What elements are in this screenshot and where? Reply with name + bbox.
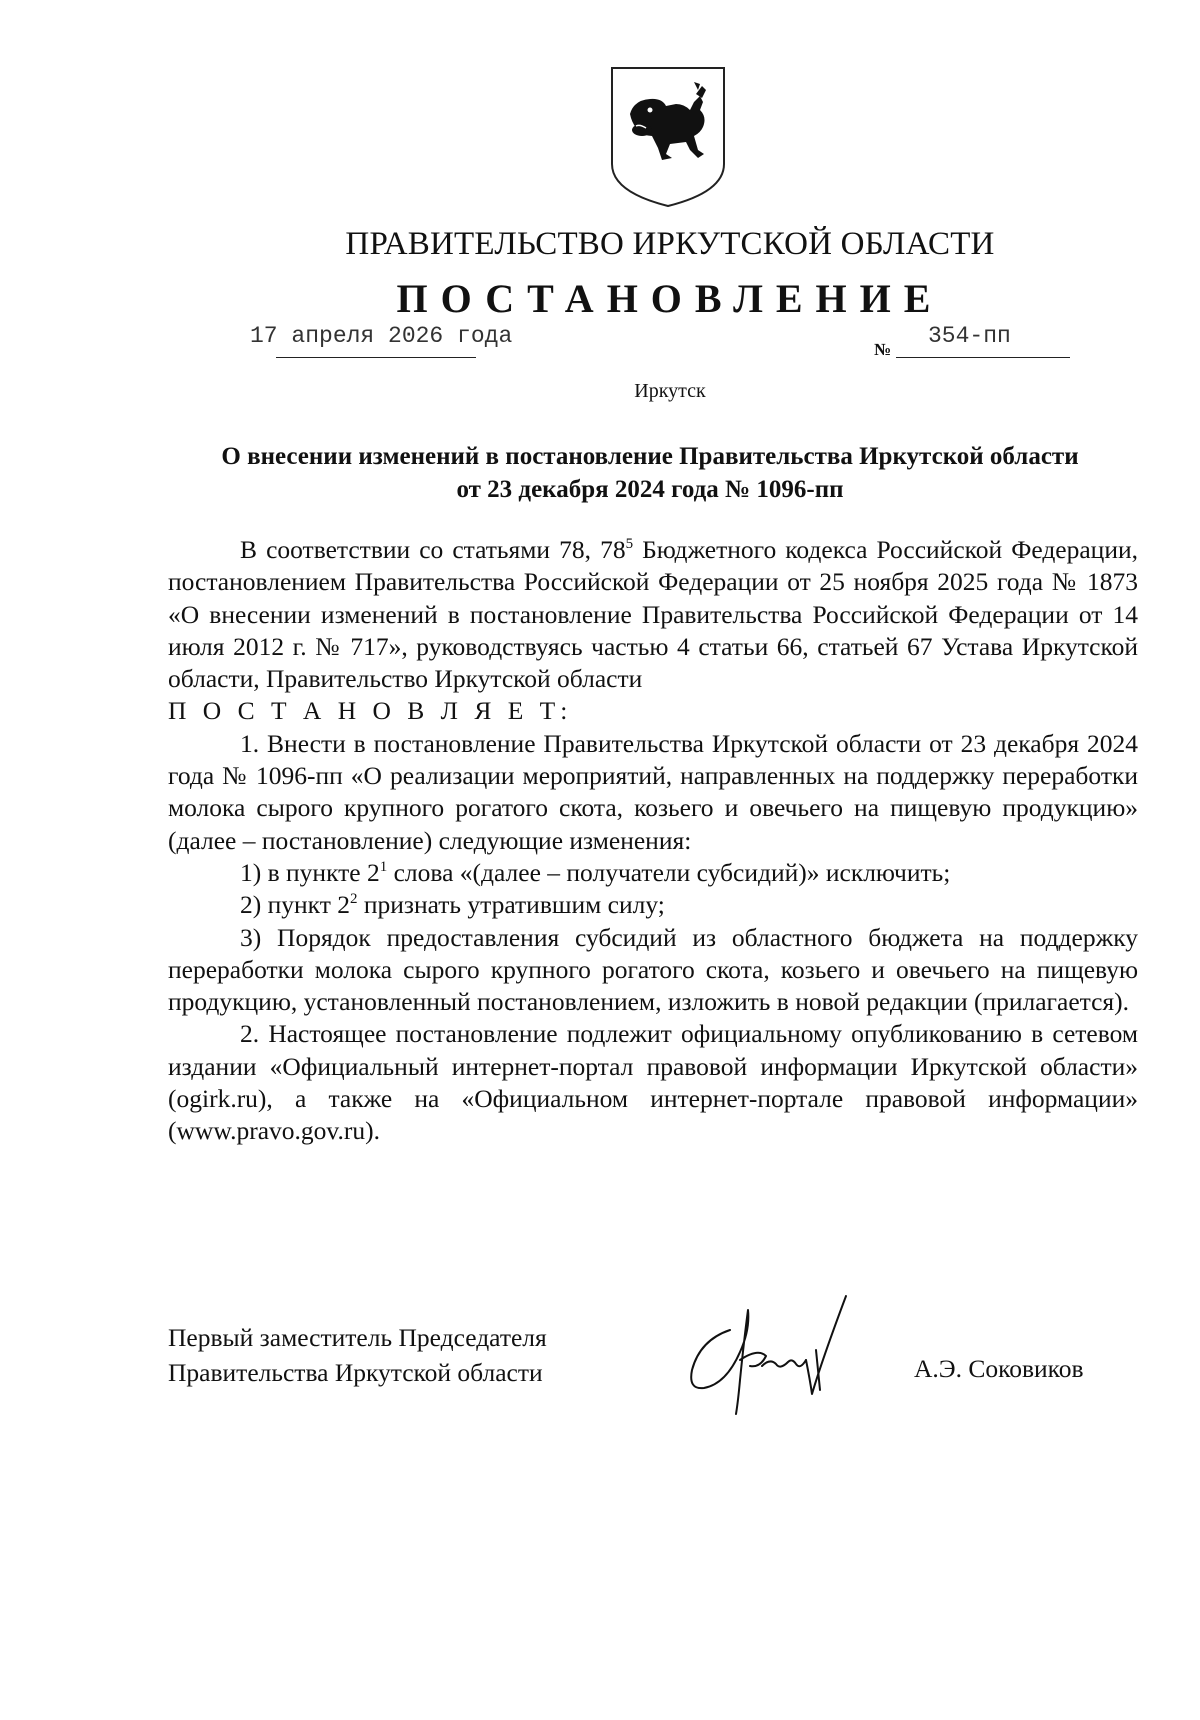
document-heading [150, 440, 1150, 506]
subitem-3-paragraph: 3) Порядок предоставления субсидий из областного бюджета на поддержку переработки молока сырого крупного рогатого скота, козьего и овечьего на пищевую продукцию, установленный постановлением, изложить в новой редакции (прилагается). [168, 922, 1138, 1017]
superscript: 1 [379, 858, 388, 875]
preamble-paragraph: В соответствии со статьями 78, $78^5$ Бюджетного кодекса Российской Федерации, постановлением Правительства Российской Федерации от 25 ноября 2025 года № 1873 «О внесении изменений в постановление Правительства Российской Федерации от 14 июля 2012 г. № 717», руководствуясь частью 4 статьи 66, статьей 67 Устава Иркутской области, Правительство Иркутской области [168, 535, 1138, 694]
resolve-line: П О С Т А Н О В Л Я Е Т: [168, 696, 573, 726]
government-title: ПРАВИТЕЛЬСТВО ИРКУТСКОЙ ОБЛАСТИ [345, 226, 995, 262]
document-number: 354-пп [928, 323, 1011, 349]
heading-line-2: от 23 декабря 2024 года № 1096-пп [456, 476, 844, 503]
number-underline [896, 357, 1070, 358]
item-2-paragraph: 2. Настоящее постановление подлежит официальному опубликованию в сетевом издании «Официальный интернет-портал правовой информации Иркутской области» (ogirk.ru), а также на «Официальном интернет-портале правовой информации» (www.pravo.gov.ru). [168, 1019, 1138, 1146]
coat-of-arms-emblem [610, 66, 726, 208]
heading-line-1: О внесении изменений в постановление Правительства Иркутской области [221, 443, 1079, 470]
signer-name: А.Э. Соковиков [914, 1354, 1084, 1383]
subitem-1-paragraph: 1) в пункте $2^1$ слова «(далее – получатели субсидий)» исключить; [240, 857, 951, 887]
city-label: Иркутск [634, 380, 706, 402]
document-type: ПОСТАНОВЛЕНИЕ [396, 276, 944, 321]
superscript: 5 [625, 536, 634, 552]
item-1-paragraph: 1. Внести в постановление Правительства Иркутской области от 23 декабря 2024 года № 1096-пп «О реализации мероприятий, направленных на поддержку переработки молока сырого крупного рогатого скота, козьего и овечьего на пищевую продукцию» (далее – постановление) следующие изменения: [168, 728, 1138, 855]
date-underline [276, 357, 476, 358]
superscript: 2 [349, 891, 358, 908]
document-body [168, 534, 1138, 1148]
subitem-2-paragraph: 2) пункт $2^2$ признать утратившим силу; [240, 890, 665, 920]
number-sign: № [874, 340, 892, 359]
signer-position: Первый заместитель Председателя Правительства Иркутской области [168, 1323, 547, 1387]
handwritten-signature [670, 1290, 870, 1420]
document-date: 17 апреля 2026 года [250, 323, 513, 349]
